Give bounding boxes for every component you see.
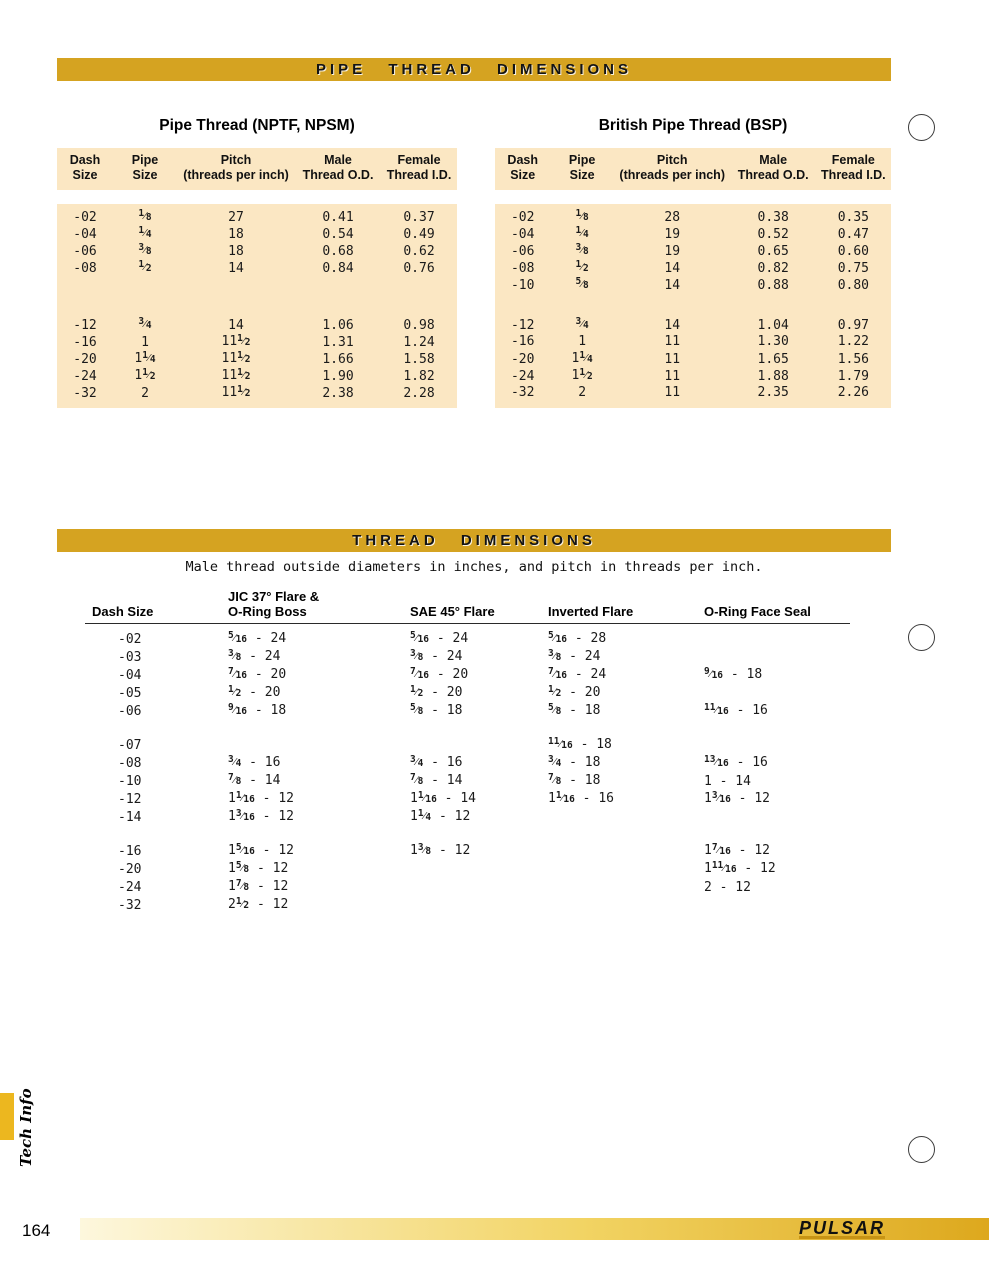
fraction: $^5$⁄8 (410, 702, 424, 717)
fraction: $^{13}$⁄16 (704, 754, 729, 769)
table-row (85, 842, 850, 860)
fraction: $^1$⁄4 (142, 350, 156, 365)
table-cell: 2 (578, 385, 587, 400)
pipe-table-header-nptf (57, 148, 457, 190)
fraction: $^7$⁄8 (235, 878, 250, 893)
column-header: O-Ring Face Seal (704, 604, 811, 619)
table-cell: -12 (510, 317, 535, 333)
table-cell: $^{11}$⁄16 - 16 (704, 702, 768, 718)
table-cell: -06 (510, 243, 535, 259)
table-cell: 11 (664, 334, 681, 349)
thread-dimensions-table (85, 586, 850, 914)
table-cell: 1.31 (322, 334, 354, 350)
table-row (57, 367, 457, 384)
fraction: $^7$⁄16 (228, 666, 248, 681)
table-cell: -20 (510, 351, 535, 367)
table-cell: $1^1⁄2$ (134, 367, 156, 383)
table-cell: $1^1⁄4$ (571, 350, 593, 366)
table-cell: $^7$⁄8 - 14 (228, 772, 281, 788)
table-cell: $1^3⁄16 - 12$ (228, 808, 294, 824)
fraction: $^3$⁄16 (711, 790, 731, 805)
table-cell: $^5$⁄8 - 18 (410, 702, 463, 718)
table-cell (113, 225, 177, 243)
table-cell: $^5$⁄16 - 24 (410, 630, 469, 646)
fraction: $^3$⁄8 (417, 842, 432, 857)
table-cell: $1^1⁄16 - 16$ (548, 790, 614, 806)
table-cell: 0.37 (403, 209, 435, 225)
fraction: $^3$⁄8 (228, 648, 242, 663)
table-cell: 28 (664, 209, 681, 225)
fraction: $^3$⁄4 (548, 754, 562, 769)
table-cell: 0.54 (322, 226, 354, 242)
table-cell: $^7$⁄16 - 20 (228, 666, 287, 682)
table-cell: 0.82 (757, 260, 789, 276)
table-cell: $^3$⁄4 - 16 (228, 754, 281, 770)
table-cell: 0.52 (757, 226, 789, 242)
fraction: $^9$⁄16 (704, 666, 724, 681)
table-cell: 0.60 (837, 243, 869, 259)
punch-hole (908, 1136, 935, 1163)
table-row (57, 259, 457, 276)
table-row (85, 878, 850, 896)
table-row (495, 208, 891, 225)
fraction: $^3$⁄4 (228, 754, 242, 769)
fraction: $^3$⁄8 (138, 242, 152, 257)
fraction: $^{11}$⁄16 (704, 702, 729, 717)
table-cell: 1.82 (403, 368, 435, 384)
column-header: Female Thread I.D. (386, 153, 452, 182)
fraction: $^1$⁄2 (138, 259, 152, 274)
table-cell: 18 (228, 226, 244, 242)
dash-size-cell: -03 (118, 649, 142, 665)
table-cell: -32 (510, 385, 535, 400)
table-cell: 2.38 (322, 385, 354, 401)
table-row (57, 208, 457, 225)
table-cell: $1^1⁄16 - 12$ (228, 790, 294, 806)
table-cell: 27 (228, 209, 244, 225)
table-cell: 19 (664, 226, 681, 242)
table-cell: -12 (73, 317, 97, 333)
table-cell: $1^1⁄4$ (134, 350, 156, 366)
table-cell: 1 (141, 334, 149, 350)
fraction: $^1$⁄16 (555, 790, 575, 805)
table-row (85, 666, 850, 684)
dash-size-cell: -06 (118, 703, 142, 719)
fraction: $^3$⁄4 (138, 316, 152, 331)
dash-size-cell: -02 (118, 631, 142, 647)
page-number: 164 (22, 1221, 51, 1240)
fraction: $^1$⁄8 (138, 208, 152, 223)
thread-dimensions-banner (57, 529, 891, 552)
table-group-gap (85, 826, 850, 842)
table-cell: $11^1⁄2$ (221, 384, 251, 400)
table-cell: 14 (228, 260, 244, 276)
table-cell: 1.88 (757, 368, 789, 384)
table-row (495, 259, 891, 276)
table-cell: 1.04 (757, 317, 789, 333)
thread-table-header (85, 586, 850, 624)
table-cell: -10 (510, 277, 535, 293)
table-row (57, 242, 457, 259)
table-cell: $1^3⁄8 - 12$ (410, 842, 471, 858)
fraction: $^1$⁄2 (575, 259, 589, 274)
table-cell: 1 (578, 334, 587, 349)
column-header: JIC 37° Flare & O-Ring Boss (228, 589, 320, 619)
table-cell: $^3$⁄8 - 24 (548, 648, 601, 664)
fraction: $^7$⁄8 (410, 772, 424, 787)
table-row (85, 860, 850, 878)
fraction: $^1$⁄2 (237, 367, 251, 382)
table-cell: $^5$⁄16 - 24 (228, 630, 287, 646)
table-row (85, 754, 850, 772)
table-row (495, 333, 891, 350)
fraction: $^1$⁄4 (575, 225, 589, 240)
punch-hole (908, 114, 935, 141)
table-cell: $1^{11}⁄16 - 12$ (704, 860, 776, 876)
table-cell: 14 (664, 260, 681, 276)
table-cell: -08 (510, 260, 535, 276)
fraction: $^3$⁄4 (575, 316, 589, 331)
fraction: $^5$⁄16 (228, 630, 248, 645)
table-row (85, 736, 850, 754)
fraction: $^1$⁄4 (579, 350, 593, 365)
table-cell: $^3$⁄8 - 24 (228, 648, 281, 664)
table-cell: $^5$⁄16 - 28 (548, 630, 607, 646)
tech-info-tab-label: Tech Info (17, 1088, 35, 1167)
banner-title: PIPE THREAD DIMENSIONS (315, 61, 633, 78)
pulsar-logo: PULSAR (798, 1217, 885, 1238)
dash-size-cell: -14 (118, 809, 142, 825)
table-cell: 0.41 (322, 209, 354, 225)
table-cell (550, 259, 613, 277)
table-cell: $1^7⁄8 - 12$ (228, 878, 289, 894)
table-cell: 1.30 (757, 334, 789, 349)
table-cell: 0.49 (403, 226, 435, 242)
dash-size-cell: -07 (118, 737, 142, 753)
column-header: Inverted Flare (548, 604, 634, 619)
table-cell: 0.38 (757, 209, 789, 225)
punch-hole (908, 624, 935, 651)
fraction: $^7$⁄8 (548, 772, 562, 787)
table-cell: 2.35 (757, 385, 789, 400)
table-cell: 1.58 (403, 351, 435, 367)
table-cell: -20 (73, 351, 97, 367)
fraction: $^1$⁄4 (417, 808, 432, 823)
fraction: $^{11}$⁄16 (711, 860, 737, 875)
table-cell: $^3$⁄8 - 24 (410, 648, 463, 664)
table-cell: 1.65 (757, 351, 789, 367)
table-group-gap (495, 293, 891, 316)
table-row (85, 684, 850, 702)
pipe-table-header-bsp (495, 148, 891, 190)
column-header: SAE 45° Flare (410, 604, 495, 619)
column-header: Pipe Size (131, 153, 159, 182)
table-cell: $1^7⁄16 - 12$ (704, 842, 770, 858)
fraction: $^1$⁄2 (410, 684, 424, 699)
fraction: $^5$⁄8 (548, 702, 562, 717)
dash-size-cell: -10 (118, 773, 142, 789)
fraction: $^1$⁄16 (235, 790, 255, 805)
table-row (495, 384, 891, 401)
column-header: Dash Size (92, 604, 154, 619)
table-cell (550, 316, 613, 334)
fraction: $^1$⁄2 (579, 367, 593, 382)
dash-size-cell: -32 (118, 897, 142, 913)
table-cell: $^1$⁄2 - 20 (410, 684, 463, 700)
table-cell: 14 (664, 317, 681, 333)
table-row (57, 316, 457, 333)
table-cell: $1^1⁄16 - 14$ (410, 790, 476, 806)
table-cell: -08 (73, 260, 97, 276)
fraction: $^1$⁄8 (575, 208, 589, 223)
fraction: $^3$⁄8 (410, 648, 424, 663)
table-cell: 0.98 (403, 317, 435, 333)
dash-size-cell: -12 (118, 791, 142, 807)
table-cell: $2^1⁄2 - 12$ (228, 896, 289, 912)
table-cell: -24 (510, 368, 535, 384)
fraction: $^5$⁄16 (410, 630, 430, 645)
table-cell: 0.76 (403, 260, 435, 276)
banner-title: THREAD DIMENSIONS (352, 532, 596, 549)
table-cell: 1.79 (837, 368, 869, 384)
table-row (57, 333, 457, 350)
table-cell: 18 (228, 243, 244, 259)
table-cell: $^9$⁄16 - 18 (228, 702, 287, 718)
table-cell: -02 (73, 209, 97, 225)
table-cell: 0.35 (837, 209, 869, 225)
table-cell: 0.62 (403, 243, 435, 259)
dash-size-cell: -08 (118, 755, 142, 771)
table-cell: 0.97 (837, 317, 869, 333)
table-row (85, 896, 850, 914)
table-cell: 0.68 (322, 243, 354, 259)
column-header: Female Thread I.D. (821, 153, 886, 182)
table-row (57, 384, 457, 401)
footer-bar (80, 1218, 989, 1240)
table-cell: -02 (510, 209, 535, 225)
table-cell: 11 (664, 351, 681, 367)
table-row (495, 316, 891, 333)
table-cell: $11^1⁄2$ (221, 367, 251, 383)
table-cell: 1.66 (322, 351, 354, 367)
table-cell: $^5$⁄8 - 18 (548, 702, 601, 718)
table-row (495, 350, 891, 367)
thread-table-body (85, 624, 850, 914)
table-row (57, 350, 457, 367)
fraction: $^3$⁄8 (548, 648, 562, 663)
table-cell (550, 208, 613, 226)
table-cell: 2 - 12 (704, 879, 751, 895)
table-cell: 0.88 (757, 277, 789, 293)
table-cell: $1^1⁄2$ (571, 367, 593, 383)
table-group-gap (85, 720, 850, 736)
table-cell: $1^5⁄16 - 12$ (228, 842, 294, 858)
table-cell (550, 276, 613, 294)
table-cell (113, 242, 177, 260)
table-cell: 14 (664, 277, 681, 293)
fraction: $^7$⁄16 (711, 842, 731, 857)
column-header: Dash Size (69, 153, 101, 182)
table-cell: 1.22 (837, 334, 869, 349)
table-cell: -32 (73, 385, 97, 401)
fraction: $^7$⁄8 (228, 772, 242, 787)
table-cell: $^3$⁄4 - 18 (548, 754, 601, 770)
table-cell: -24 (73, 368, 97, 384)
dash-size-cell: -05 (118, 685, 142, 701)
fraction: $^1$⁄2 (228, 684, 242, 699)
table-row (495, 276, 891, 293)
table-cell (113, 259, 177, 277)
table-cell: 1 - 14 (704, 773, 751, 789)
table-row (85, 648, 850, 666)
table-cell: $^1$⁄2 - 20 (548, 684, 601, 700)
fraction: $^5$⁄16 (235, 842, 255, 857)
fraction: $^1$⁄2 (237, 333, 251, 348)
fraction: $^1$⁄16 (417, 790, 437, 805)
fraction: $^1$⁄2 (237, 350, 251, 365)
table-row (57, 225, 457, 242)
table-cell (113, 208, 177, 226)
fraction: $^7$⁄16 (548, 666, 568, 681)
column-header: Male Thread O.D. (302, 153, 374, 182)
table-row (495, 225, 891, 242)
table-row (85, 808, 850, 826)
table-cell: 2 (141, 385, 149, 401)
fraction: $^3$⁄16 (235, 808, 255, 823)
fraction: $^1$⁄2 (235, 896, 250, 911)
table-cell: 2.26 (837, 385, 869, 400)
table-row (85, 790, 850, 808)
pipe-table-title-nptf: Pipe Thread (NPTF, NPSM) (159, 117, 355, 134)
pipe-table-body-bsp (495, 204, 891, 408)
table-cell: 0.75 (837, 260, 869, 276)
pipe-thread-dimensions-banner (57, 58, 891, 81)
table-cell: $^7$⁄8 - 14 (410, 772, 463, 788)
fraction: $^3$⁄4 (410, 754, 424, 769)
table-cell: -04 (510, 226, 535, 242)
table-cell: $^{13}$⁄16 - 16 (704, 754, 768, 770)
fraction: $^9$⁄16 (228, 702, 248, 717)
table-cell: 11 (664, 385, 681, 400)
table-cell: 1.56 (837, 351, 869, 367)
thread-table-subtitle: Male thread outside diameters in inches, and pitch in threads per inch. (185, 559, 763, 575)
table-cell: 1.90 (322, 368, 354, 384)
table-row (85, 772, 850, 790)
table-cell: 0.47 (837, 226, 869, 242)
column-header: Pitch (threads per inch) (183, 153, 289, 182)
table-group-gap (57, 276, 457, 316)
fraction: $^1$⁄4 (138, 225, 152, 240)
table-cell: 0.80 (837, 277, 869, 293)
table-row (85, 702, 850, 720)
table-cell: 0.65 (757, 243, 789, 259)
table-cell: $11^1⁄2$ (221, 333, 251, 349)
table-cell: 0.84 (322, 260, 354, 276)
table-cell: $^7$⁄8 - 18 (548, 772, 601, 788)
table-cell: $11^1⁄2$ (221, 350, 251, 366)
dash-size-cell: -20 (118, 861, 142, 877)
table-cell (550, 225, 613, 243)
table-cell: $1^3⁄16 - 12$ (704, 790, 770, 806)
fraction: $^7$⁄16 (410, 666, 430, 681)
fraction: $^{11}$⁄16 (548, 736, 573, 751)
table-cell: $^9$⁄16 - 18 (704, 666, 763, 682)
fraction: $^3$⁄8 (575, 242, 589, 257)
table-cell: $^7$⁄16 - 20 (410, 666, 469, 682)
table-cell (113, 316, 177, 334)
table-cell: $^3$⁄4 - 16 (410, 754, 463, 770)
table-cell: $^1$⁄2 - 20 (228, 684, 281, 700)
table-cell: -16 (510, 334, 535, 349)
column-header: Dash Size (507, 153, 538, 182)
table-cell: -06 (73, 243, 97, 259)
table-cell: -04 (73, 226, 97, 242)
table-cell (550, 242, 613, 260)
fraction: $^5$⁄8 (235, 860, 250, 875)
fraction: $^1$⁄2 (142, 367, 156, 382)
table-cell: 14 (228, 317, 244, 333)
pipe-table-title-bsp: British Pipe Thread (BSP) (598, 117, 788, 134)
dash-size-cell: -04 (118, 667, 142, 683)
tech-info-tab-marker (0, 1093, 14, 1140)
dash-size-cell: -24 (118, 879, 142, 895)
column-header: Pipe Size (568, 153, 596, 182)
table-cell: 1.06 (322, 317, 354, 333)
table-cell: 2.28 (403, 385, 435, 401)
column-header: Pitch (threads per inch) (619, 153, 725, 182)
fraction: $^1$⁄2 (548, 684, 562, 699)
table-cell: 1.24 (403, 334, 435, 350)
table-cell: $^{11}$⁄16 - 18 (548, 736, 612, 752)
column-header: Male Thread O.D. (737, 153, 809, 182)
table-row (495, 367, 891, 384)
table-cell: 19 (664, 243, 681, 259)
fraction: $^5$⁄8 (575, 276, 589, 291)
table-cell: 11 (664, 368, 681, 384)
table-cell: $^7$⁄16 - 24 (548, 666, 607, 682)
pipe-table-body-nptf (57, 204, 457, 408)
table-cell: $1^5⁄8 - 12$ (228, 860, 289, 876)
fraction: $^5$⁄16 (548, 630, 568, 645)
dash-size-cell: -16 (118, 843, 142, 859)
table-cell: $1^1⁄4 - 12$ (410, 808, 471, 824)
table-row (495, 242, 891, 259)
fraction: $^1$⁄2 (237, 384, 251, 399)
table-row (85, 630, 850, 648)
table-cell: -16 (73, 334, 97, 350)
